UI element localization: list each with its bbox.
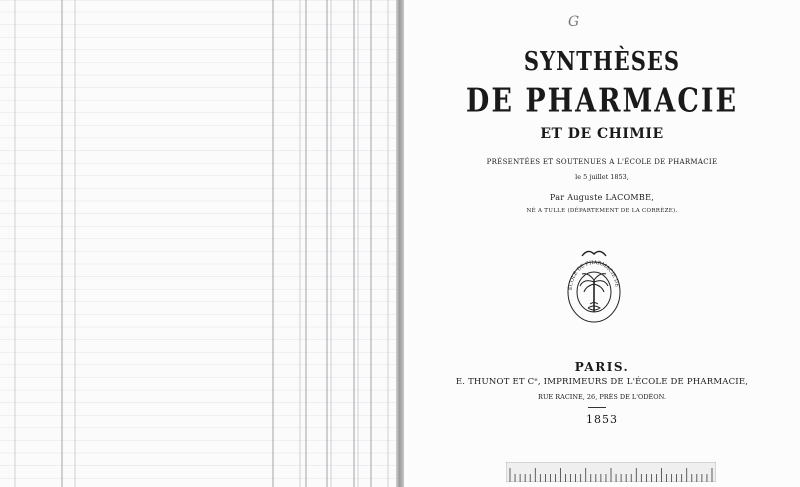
printer-line: E. THUNOT ET Cᵉ, IMPRIMEURS DE L'ÉCOLE DE PHARMACIE, (455, 377, 749, 387)
author-line: Par Auguste LACOMBE, (549, 193, 655, 202)
library-mark: G (568, 14, 580, 30)
school-seal (558, 246, 630, 330)
divider-rule (588, 407, 606, 408)
title-line-1: SYNTHÈSES (523, 44, 681, 77)
scale-ruler (506, 462, 716, 482)
date-line: le 5 juillet 1853, (575, 173, 629, 181)
year-line: 1853 (586, 413, 618, 426)
book-gutter (396, 0, 404, 487)
presented-line: PRÉSENTÉES ET SOUTENUES A L'ÉCOLE DE PHARMACIE (486, 158, 718, 166)
city-line: PARIS. (574, 360, 630, 374)
birthplace-line: NÉ A TULLE (DÉPARTEMENT DE LA CORRÈZE). (526, 208, 678, 214)
title-line-3: ET DE CHIMIE (540, 126, 664, 142)
seal-text: ÉCOLE DE PHARMACIE DE (567, 259, 620, 291)
title-line-2: DE PHARMACIE (465, 82, 739, 121)
address-line: RUE RACINE, 26, PRÈS DE L'ODÉON. (538, 393, 666, 401)
